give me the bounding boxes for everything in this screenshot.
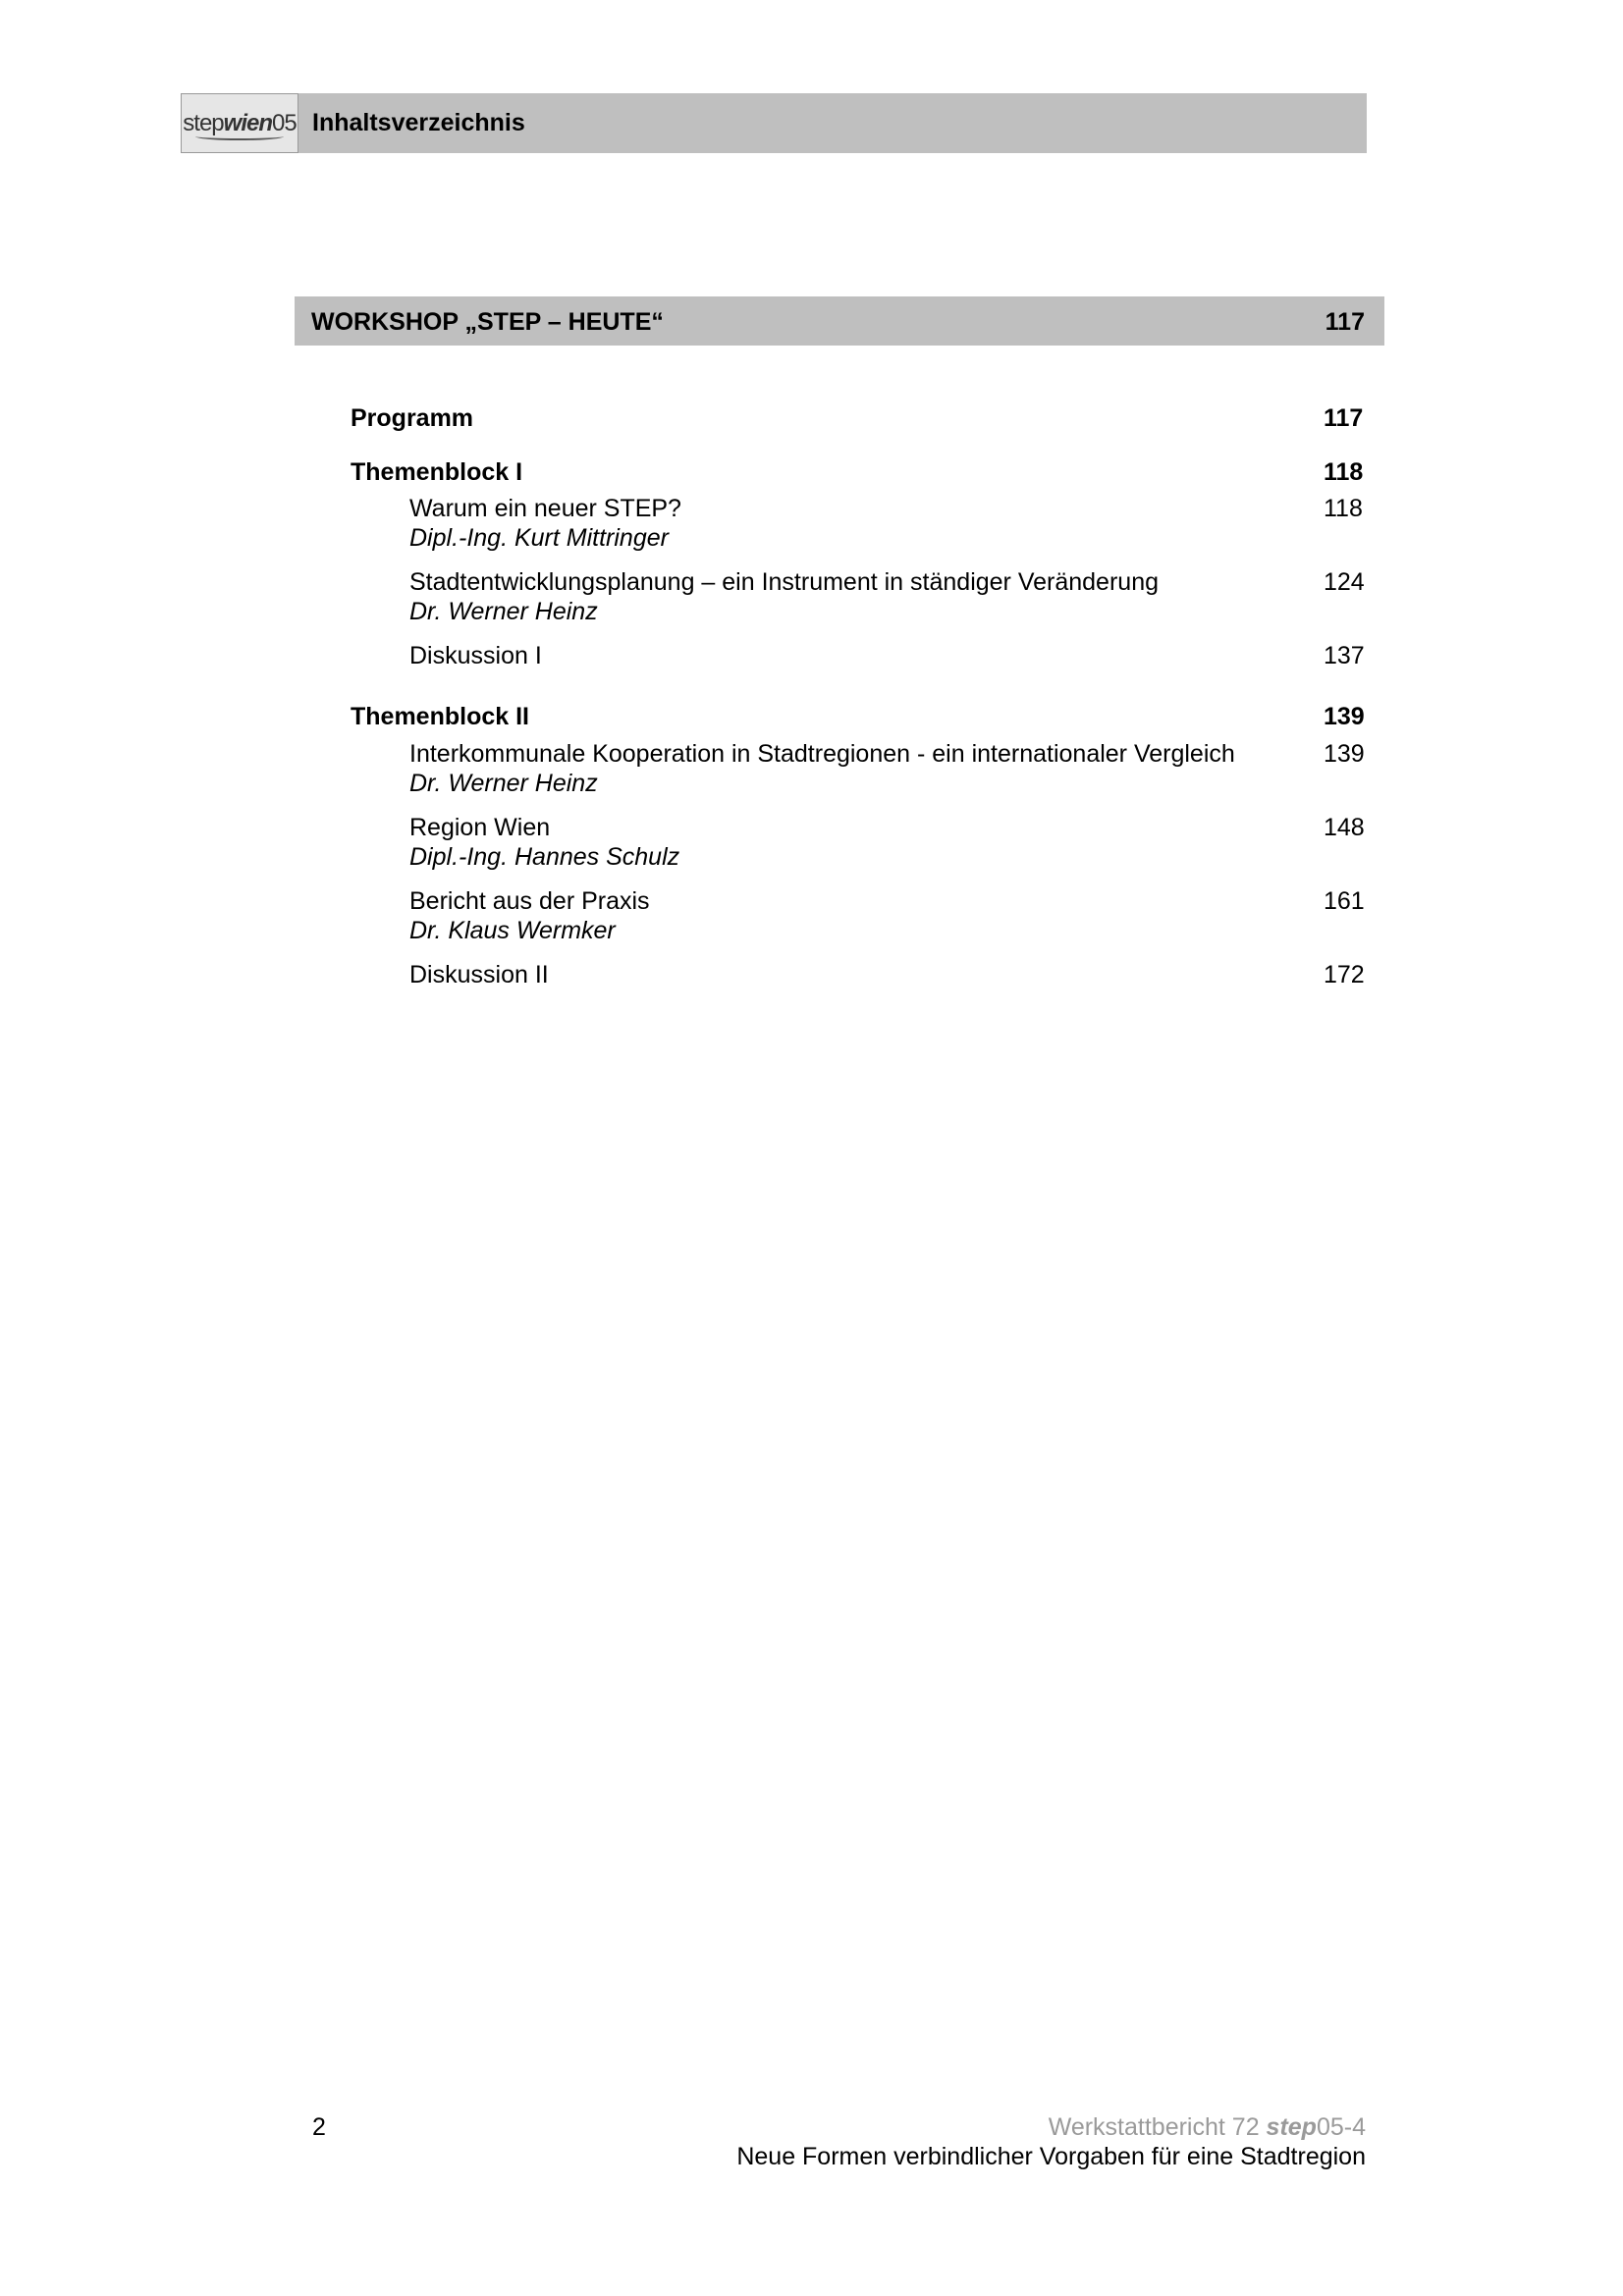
footer-series: Werkstattbericht 72 step05-4 [1048, 2113, 1366, 2141]
toc-entry-title: Interkommunale Kooperation in Stadtregionen - ein internationaler Vergleich [409, 740, 1235, 768]
toc-entry-page: 161 [1324, 887, 1365, 915]
footer-subtitle: Neue Formen verbindlicher Vorgaben für eine Stadtregion [736, 2143, 1366, 2170]
toc-entry-title: Diskussion I [409, 642, 542, 669]
toc-entry-page: 139 [1324, 740, 1365, 768]
toc-entry-author: Dipl.-Ing. Hannes Schulz [409, 843, 680, 871]
section-label: WORKSHOP „STEP – HEUTE“ [311, 308, 664, 336]
toc-entry-page: 118 [1324, 495, 1363, 522]
toc-themenblock-2-page: 139 [1324, 703, 1365, 730]
toc-entry-title: Bericht aus der Praxis [409, 887, 650, 915]
toc-entry-author: Dr. Klaus Wermker [409, 917, 616, 944]
toc-entry-author: Dr. Werner Heinz [409, 770, 598, 797]
toc-programm: Programm [351, 404, 474, 432]
toc-entry-title: Region Wien [409, 814, 551, 841]
toc-entry-page: 124 [1324, 568, 1365, 596]
toc-entry-title: Warum ein neuer STEP? [409, 495, 681, 522]
stepwien-logo: stepwien05 [181, 93, 298, 153]
toc-entry-author: Dipl.-Ing. Kurt Mittringer [409, 524, 669, 552]
toc-entry-title: Stadtentwicklungsplanung – ein Instrument in ständiger Veränderung [409, 568, 1160, 596]
header-title: Inhaltsverzeichnis [312, 109, 525, 136]
footer-page-number: 2 [312, 2113, 326, 2141]
toc-themenblock-1: Themenblock I [351, 458, 523, 486]
page-header [181, 93, 1367, 153]
section-page: 117 [1325, 308, 1365, 336]
toc-programm-page: 117 [1324, 404, 1364, 432]
toc-entry-page: 137 [1324, 642, 1365, 669]
toc-entry-page: 172 [1324, 961, 1365, 988]
toc-themenblock-1-page: 118 [1324, 458, 1364, 486]
logo-swoosh [195, 133, 284, 140]
toc-entry-page: 148 [1324, 814, 1365, 841]
toc-entry-title: Diskussion II [409, 961, 549, 988]
toc-themenblock-2: Themenblock II [351, 703, 529, 730]
toc-entry-author: Dr. Werner Heinz [409, 598, 598, 625]
section-heading [295, 296, 1384, 346]
